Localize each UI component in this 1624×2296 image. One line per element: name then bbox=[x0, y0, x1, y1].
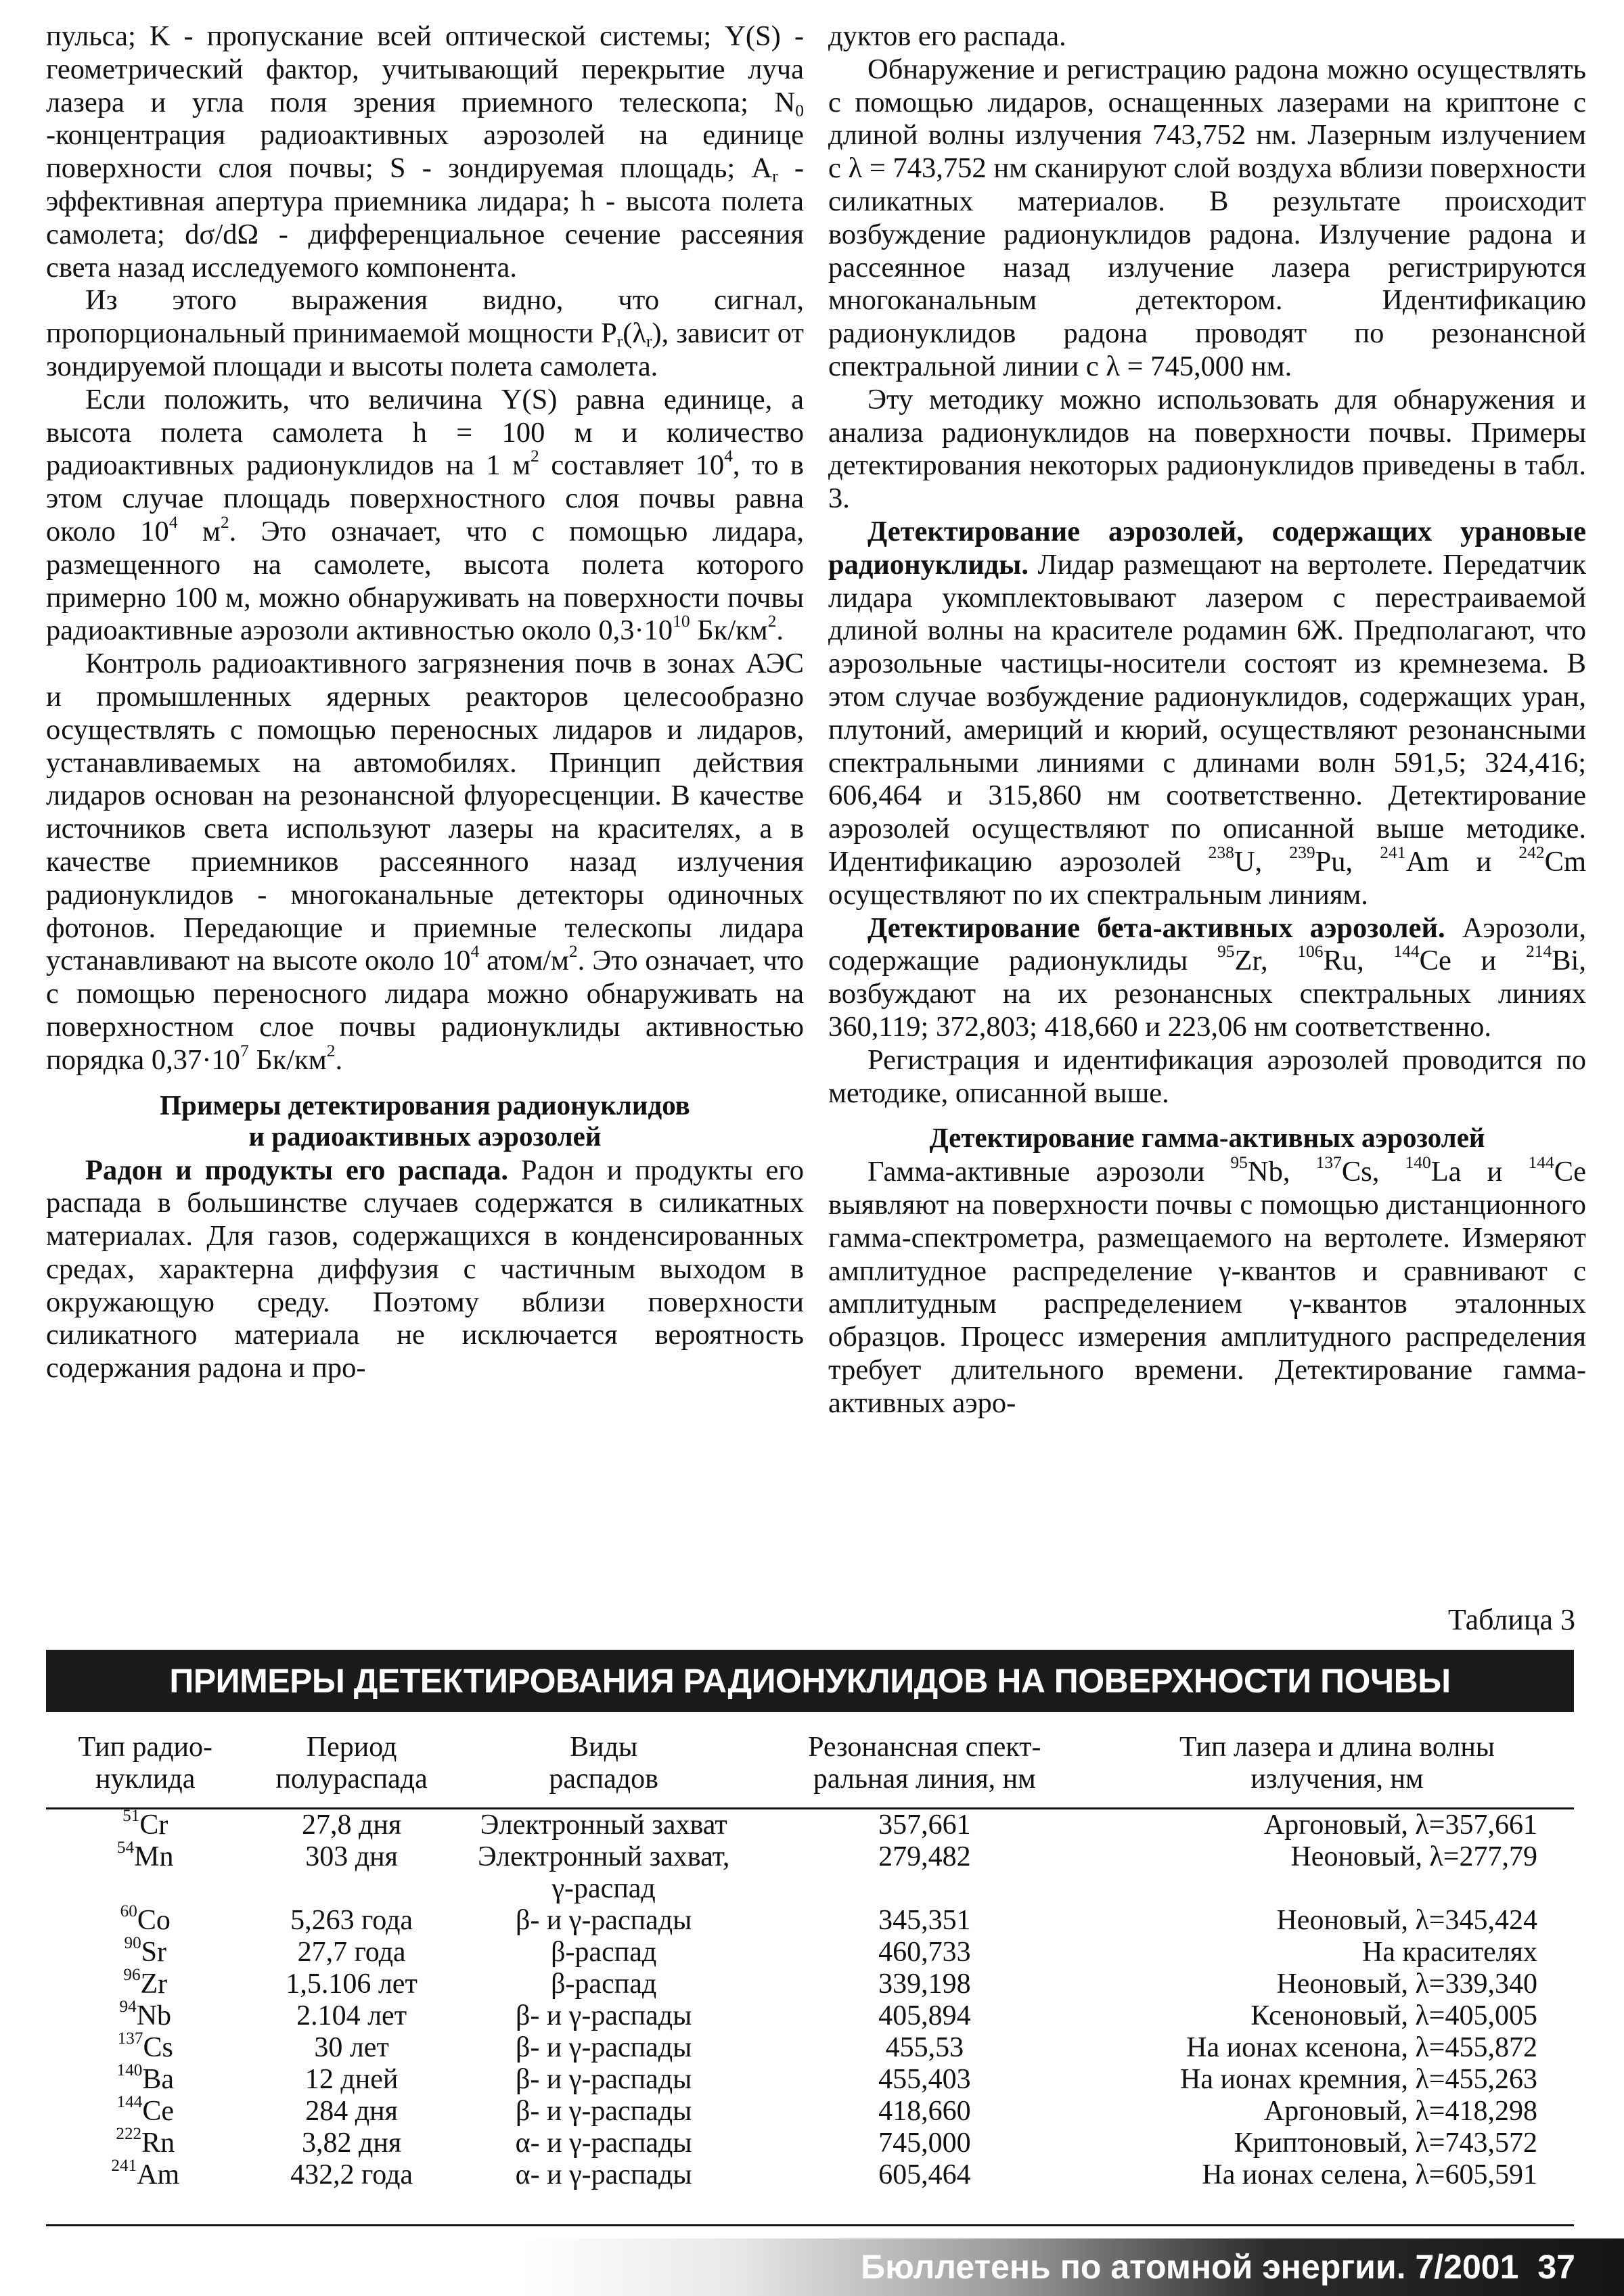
half-life-cell: 27,8 дня bbox=[302, 1809, 402, 1841]
right-paragraph-3: Эту методику можно использовать для обнаружения и анализа радионуклидов на поверхности почвы. Примеры детектирования некоторых радионуклидов приведены в табл. 3. bbox=[828, 383, 1586, 515]
laser-cell: Криптоновый, λ=743,572 bbox=[1234, 2128, 1537, 2159]
decay-cell: Электронный захват bbox=[480, 1809, 727, 1841]
resonance-line-cell: 460,733 bbox=[878, 1937, 971, 1968]
left-column bbox=[46, 20, 804, 1385]
half-life-cell: 2.104 лет bbox=[296, 2000, 407, 2031]
half-life-cell: 27,7 года bbox=[297, 1937, 406, 1968]
nuclide-cell: $^{60}$Co bbox=[120, 1902, 171, 1936]
header-half-life: Период полураспада bbox=[275, 1732, 428, 1795]
decay-cell: β-распад bbox=[551, 1937, 657, 1968]
laser-cell: На ионах кремния, λ=455,263 bbox=[1179, 2064, 1537, 2095]
decay-cell: Электронный захват, γ-распад bbox=[477, 1841, 730, 1904]
right-paragraph-1: дуктов его распада. bbox=[828, 20, 1066, 52]
table-row bbox=[46, 2000, 1574, 2032]
half-life-cell: 30 лет bbox=[314, 2032, 389, 2063]
table-row bbox=[46, 1937, 1574, 1968]
decay-cell: β- и γ-распады bbox=[515, 2064, 692, 2095]
left-paragraph-1: пульса; K - пропускание всей оптической системы; Y(S) - геометрический фактор, учитывающий перекрытие луча лазера и угла поля зрения приемного телескопа; $N_0$ -концентрация радиоактивных аэрозолей на единице поверхности слоя почвы; S - зондируемая площадь; $A_r$ - эффективная апертура приемника лидара; h - высота полета самолета; dσ/dΩ - дифференциальное сечение рассеяния света назад исследуемого компонента. bbox=[46, 20, 805, 284]
right-column bbox=[828, 20, 1586, 1420]
gamma-heading: Детектирование гамма-активных аэрозолей bbox=[929, 1122, 1485, 1154]
header-decay-types: Виды распадов bbox=[549, 1732, 658, 1795]
right-paragraph-gamma: Гамма-активные аэрозоли $^{95}$Nb, $^{137}$Cs, $^{140}$La и $^{144}$Ce выявляют на поверхности почвы с помощью дистанционного гамма-спектрометра, размещаемого на вертолете. Измеряют амплитудное распределение γ-квантов и сравнивают с амплитудным распределением γ-квантов эталонных образцов. Процесс измерения амплитудного распределения требует длительного времени. Детектирование гамма-активных аэро- bbox=[828, 1152, 1586, 1419]
table-row bbox=[46, 2159, 1574, 2191]
decay-cell: β- и γ-распады bbox=[515, 1905, 692, 1936]
half-life-cell: 303 дня bbox=[305, 1841, 398, 1872]
half-life-cell: 12 дней bbox=[304, 2064, 399, 2095]
decay-cell: β- и γ-распады bbox=[515, 2032, 692, 2063]
decay-cell: α- и γ-распады bbox=[515, 2159, 692, 2190]
section-heading: Примеры детектирования радионуклидов и радиоактивных аэрозолей bbox=[160, 1089, 690, 1152]
left-paragraph-2: Из этого выражения видно, что сигнал, пропорциональный принимаемой мощности $P_r(\lambda_r)$, зависит от зондируемой площади и высоты полета самолета. bbox=[46, 284, 805, 382]
table-caption: Таблица 3 bbox=[1447, 1603, 1575, 1636]
nuclide-cell: $^{94}$Nb bbox=[119, 1998, 172, 2031]
header-resonance-line: Резонансная спект- ральная линия, нм bbox=[808, 1732, 1041, 1795]
laser-cell: На красителях bbox=[1362, 1937, 1537, 1968]
nuclide-cell: $^{90}$Sr bbox=[124, 1934, 167, 1968]
left-paragraph-3: Если положить, что величина Y(S) равна единице, а высота полета самолета h = 100 м и количество радиоактивных радионуклидов на 1 $м^2$ составляет $10^4$, то в этом случае площадь поверхностного слоя почвы равна около $10^4$ $м^2$. Это означает, что с помощью лидара, размещенного на самолете, высота полета которого примерно 100 м, можно обнаруживать на поверхности почвы радиоактивные аэрозоли активностью около $0,3\cdot 10^{10}$ $Бк/км^2$. bbox=[46, 383, 804, 647]
header-nuclide-type: Тип радио- нуклида bbox=[78, 1732, 213, 1795]
resonance-line-cell: 279,482 bbox=[878, 1841, 971, 1872]
laser-cell: Неоновый, λ=339,340 bbox=[1276, 1968, 1537, 2000]
resonance-line-cell: 339,198 bbox=[878, 1968, 971, 2000]
table-row bbox=[46, 2064, 1574, 2096]
half-life-cell: 5,263 года bbox=[290, 1905, 413, 1936]
table-row bbox=[46, 2128, 1574, 2159]
nuclide-cell: $^{137}$Cs bbox=[117, 2029, 173, 2063]
laser-cell: Ксеноновый, λ=405,005 bbox=[1250, 2000, 1537, 2031]
table-row bbox=[46, 1841, 1574, 1905]
resonance-line-cell: 345,351 bbox=[878, 1905, 971, 1936]
table-row bbox=[46, 1809, 1574, 1842]
nuclide-cell: $^{222}$Rn bbox=[116, 2125, 175, 2159]
laser-cell: На ионах ксенона, λ=455,872 bbox=[1186, 2032, 1537, 2063]
laser-cell: На ионах селена, λ=605,591 bbox=[1202, 2159, 1537, 2190]
resonance-line-cell: 745,000 bbox=[878, 2128, 971, 2159]
right-paragraph-beta: Детектирование бета-активных аэрозолей. Аэрозоли, содержащие радионуклиды $^{95}$Zr, $^{106}$Ru, $^{144}$Ce и $^{214}$Bi, возбуждают на их резонансных спектральных линиях 360,119; 372,803; 418,660 и 223,06 нм соответственно. bbox=[828, 911, 1587, 1043]
right-paragraph-2: Обнаружение и регистрацию радона можно осуществлять с помощью лидаров, оснащенных лазерами на криптоне с длиной волны излучения 743,752 нм. Лазерным излучением с λ = 743,752 нм сканируют слой воздуха вблизи поверхности силикатных материалов. В результате происходит возбуждение радионуклидов радона. Излучение радона и рассеянное назад излучение лазера регистрируются многоканальным детектором. Идентификацию радионуклидов радона проводят по резонансной спектральной линии с λ = 745,000 нм. bbox=[828, 53, 1586, 382]
laser-cell: Неоновый, λ=345,424 bbox=[1276, 1905, 1537, 1936]
table-row bbox=[46, 1905, 1574, 1937]
page-footer bbox=[0, 2238, 1624, 2296]
left-paragraph-radon: Радон и продукты его распада. Радон и продукты его распада в большинстве случаев содержатся в силикатных материалах. Для газов, содержащихся в конденсированных средах, характерна диффузия с частичным выходом в окружающую среду. Поэтому вблизи поверхности силикатного материала не исключается вероятность содержания радона и про- bbox=[46, 1154, 804, 1385]
nuclide-cell: $^{140}$Ba bbox=[116, 2061, 174, 2095]
half-life-cell: 432,2 года bbox=[290, 2159, 413, 2190]
table-bottom-rule bbox=[46, 2224, 1574, 2226]
table-row bbox=[46, 2096, 1574, 2128]
table-row bbox=[46, 1968, 1574, 2000]
half-life-cell: 3,82 дня bbox=[302, 2128, 402, 2159]
decay-cell: β- и γ-распады bbox=[515, 2096, 692, 2127]
resonance-line-cell: 357,661 bbox=[878, 1809, 971, 1841]
decay-cell: α- и γ-распады bbox=[515, 2128, 692, 2159]
half-life-cell: 284 дня bbox=[305, 2096, 398, 2127]
resonance-line-cell: 455,403 bbox=[878, 2064, 971, 2095]
table-title: ПРИМЕРЫ ДЕТЕКТИРОВАНИЯ РАДИОНУКЛИДОВ НА ПОВЕРХНОСТИ ПОЧВЫ bbox=[46, 1650, 1574, 1712]
header-laser-type: Тип лазера и длина волны излучения, нм bbox=[1179, 1732, 1495, 1795]
nuclide-cell: $^{144}$Ce bbox=[116, 2093, 174, 2127]
page-number: 37 bbox=[1537, 2248, 1575, 2286]
resonance-line-cell: 418,660 bbox=[878, 2096, 971, 2127]
laser-cell: Аргоновый, λ=418,298 bbox=[1263, 2096, 1537, 2127]
table-header-row bbox=[46, 1722, 1574, 1809]
table-row bbox=[46, 2032, 1574, 2064]
journal-title: Бюллетень по атомной энергии. 7/2001 bbox=[861, 2248, 1519, 2286]
nuclide-cell: $^{51}$Cr bbox=[122, 1807, 168, 1841]
half-life-cell: 1,5.106 лет bbox=[286, 1968, 418, 2000]
nuclide-cell: $^{241}$Am bbox=[111, 2157, 180, 2190]
decay-cell: β-распад bbox=[551, 1968, 657, 2000]
radionuclide-table bbox=[46, 1722, 1574, 2191]
decay-cell: β- и γ-распады bbox=[515, 2000, 692, 2031]
right-paragraph-uranium: Детектирование аэрозолей, содержащих урановые радионуклиды. Лидар размещают на вертолете. Передатчик лидара укомплектовывают лазером с перестраиваемой длиной волны на красителе родамин 6Ж. Предполагают, что аэрозольные частицы-носители состоят из кремнезема. В этом случае возбуждение радионуклидов, содержащих уран, плутоний, америций и кюрий, осуществляют резонансными спектральными линиями с длинами волн 591,5; 324,416; 606,464 и 315,860 нм соответственно. Детектирование аэрозолей осуществляют по описанной выше методике. Идентификацию аэрозолей $^{238}$U, $^{239}$Pu, $^{241}$Am и $^{242}$Cm осуществляют по их спектральным линиям. bbox=[828, 515, 1587, 911]
laser-cell: Аргоновый, λ=357,661 bbox=[1263, 1809, 1537, 1841]
nuclide-cell: $^{54}$Mn bbox=[116, 1839, 174, 1872]
right-paragraph-registration: Регистрация и идентификация аэрозолей проводится по методике, описанной выше. bbox=[828, 1043, 1586, 1109]
resonance-line-cell: 455,53 bbox=[885, 2032, 964, 2063]
footer-text bbox=[861, 2238, 1575, 2296]
laser-cell: Неоновый, λ=277,79 bbox=[1290, 1841, 1537, 1872]
left-paragraph-4: Контроль радиоактивного загрязнения почв в зонах АЭС и промышленных ядерных реакторов целесообразно осуществлять с помощью переносных лидаров и лидаров, устанавливаемых на автомобилях. Принцип действия лидаров основан на резонансной флуоресценции. В качестве источников света используют лазеры на красителях, а в качестве приемников рассеянного назад излучения радионуклидов - многоканальные детекторы одиночных фотонов. Передающие и приемные телескопы лидара устанавливают на высоте около $10^4$ атом/$м^2$. Это означает, что с помощью переносного лидара можно обнаруживать на поверхностном слое почвы радионуклиды активностью порядка $0,37\cdot 10^7$ $Бк/км^2$. bbox=[46, 648, 804, 1076]
nuclide-cell: $^{96}$Zr bbox=[123, 1966, 168, 2000]
resonance-line-cell: 405,894 bbox=[878, 2000, 971, 2031]
resonance-line-cell: 605,464 bbox=[878, 2159, 971, 2190]
